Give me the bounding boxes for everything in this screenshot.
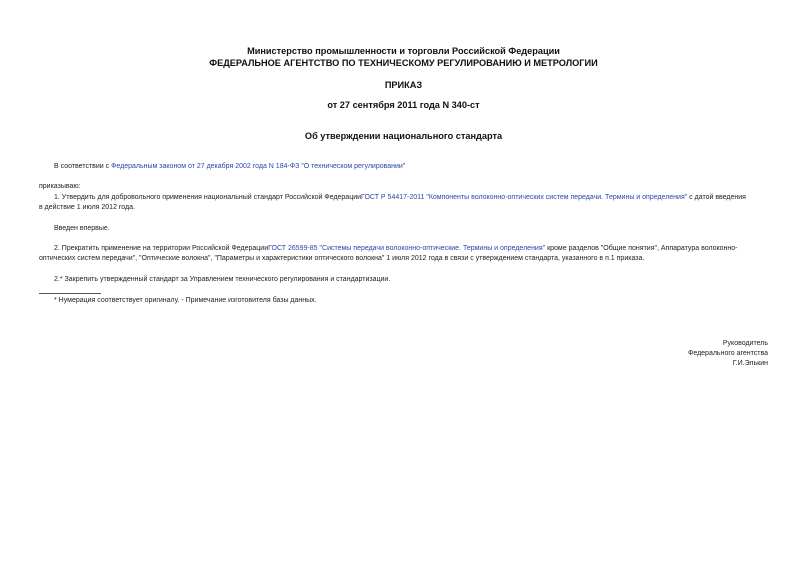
item-2-prefix: 2. Прекратить применение на территории Российской Федерации (54, 245, 269, 252)
item-2-suffix: кроме разделов "Общие понятия", Аппаратура волоконно- (545, 245, 738, 252)
federal-law-link[interactable]: Федеральным законом от 27 декабря 2002 года N 184-ФЗ "О техническом регулировании" (111, 163, 406, 170)
signature-title: Руководитель (722, 340, 768, 347)
intro-paragraph (54, 162, 774, 172)
item-3-paragraph: 2.* Закрепить утвержденный стандарт за Управлением технического регулирования и стандартизации. (54, 276, 391, 283)
doc-type-heading: ПРИКАЗ (384, 80, 423, 90)
item-1-suffix: с датой введения (687, 194, 746, 201)
item-2-line-2: оптических систем передачи", "Оптические волокна", "Параметры и характеристики оптического волокна" 1 июля 2012 года в связи с утверждением стандарта, указанного в п.1 приказа. (39, 255, 645, 262)
gost-26599-link[interactable]: ГОСТ 26599-85 "Системы передачи волоконно-оптические. Термины и определения" (268, 245, 546, 252)
footnote-text: * Нумерация соответствует оригиналу. - Примечание изготовителя базы данных. (54, 297, 317, 304)
item-1-line-2: в действие 1 июля 2012 года. (39, 204, 135, 211)
order-word: приказываю: (39, 183, 81, 190)
intro-prefix: В соответствии с (54, 163, 112, 170)
item-2-paragraph (39, 244, 771, 264)
introduced-note: Введен впервые. (54, 225, 110, 232)
date-number-heading: от 27 сентября 2011 года N 340-ст (327, 100, 480, 110)
agency-heading: ФЕДЕРАЛЬНОЕ АГЕНТСТВО ПО ТЕХНИЧЕСКОМУ РЕГУЛИРОВАНИЮ И МЕТРОЛОГИИ (209, 58, 598, 68)
item-1-prefix: 1. Утвердить для добровольного применения национальный стандарт Российской Федерации (54, 194, 362, 201)
item-1-line-1 (39, 193, 771, 203)
gost-54417-link[interactable]: ГОСТ Р 54417-2011 "Компоненты волоконно-оптических систем передачи. Термины и определения" (361, 194, 688, 201)
signature-org: Федерального агентства (688, 350, 768, 357)
subject-heading: Об утверждении национального стандарта (304, 131, 503, 141)
signature-name: Г.И.Элькин (732, 360, 768, 367)
item-2-line-1 (39, 244, 771, 254)
ministry-heading: Министерство промышленности и торговли Российской Федерации (247, 46, 560, 56)
item-1-paragraph (39, 193, 771, 213)
footnote-divider (39, 293, 101, 294)
